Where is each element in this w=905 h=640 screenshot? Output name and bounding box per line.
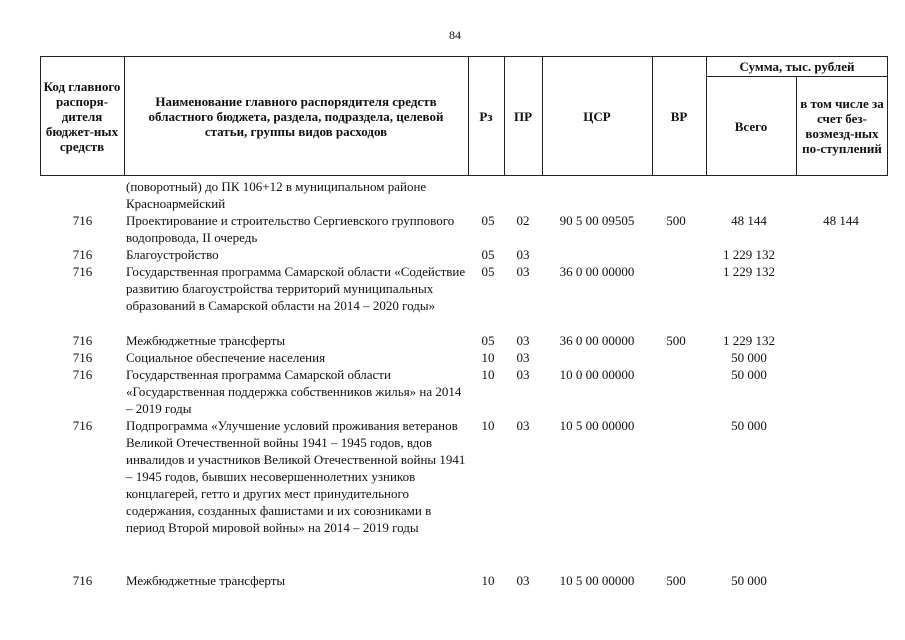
cell-kod: 716 bbox=[72, 264, 93, 279]
cell-pr: 03 bbox=[516, 573, 530, 588]
cell-csr: 10 5 00 00000 bbox=[559, 418, 635, 433]
table-header bbox=[40, 56, 888, 176]
cell-name: Межбюджетные трансферты bbox=[126, 573, 286, 588]
cell-kod: 716 bbox=[72, 213, 93, 228]
cell-kod: 716 bbox=[72, 418, 93, 433]
cell-csr: 10 0 00 00000 bbox=[559, 367, 635, 382]
table-row bbox=[40, 263, 888, 331]
table-row bbox=[40, 572, 888, 589]
cell-csr: 36 0 00 00000 bbox=[559, 264, 635, 279]
table-row bbox=[40, 246, 888, 263]
cell-rz: 05 bbox=[481, 247, 495, 262]
cell-name: Проектирование и строительство Сергиевского группового водопровода, II очередь bbox=[126, 213, 455, 245]
cell-pr: 03 bbox=[516, 333, 530, 348]
cell-free: 48 144 bbox=[823, 213, 859, 228]
cell-total: 50 000 bbox=[731, 350, 767, 365]
cell-rz: 05 bbox=[481, 333, 495, 348]
cell-csr: 90 5 00 09505 bbox=[559, 213, 635, 228]
cell-name: Подпрограмма «Улучшение условий проживания ветеранов Великой Отечественной войны 1941 – 1945 годов, вдов инвалидов и участников Великой Отечественной войны 1941 – 1945 годов, бывших несовершеннолетних узников концлагерей, гетто и других мест принудительного содержания, созданных фашистами и их союзниками в период Второй мировой войны» на 2014 – 2019 годы bbox=[126, 418, 466, 535]
cell-name: Государственная программа Самарской области «Содействие развитию благоустройства территорий муниципальных образований в Самарской области на 2014 – 2020 годы» bbox=[126, 264, 466, 313]
cell-pr: 03 bbox=[516, 367, 530, 382]
cell-kod: 716 bbox=[72, 573, 93, 588]
cell-rz: 05 bbox=[481, 213, 495, 228]
cell-name: Благоустройство bbox=[126, 247, 219, 262]
header-vr: ВР bbox=[670, 108, 688, 124]
cell-total: 48 144 bbox=[731, 213, 767, 228]
cell-total: 1 229 132 bbox=[723, 333, 775, 348]
header-rz: Рз bbox=[479, 108, 493, 124]
table-row bbox=[40, 332, 888, 349]
cell-total: 1 229 132 bbox=[723, 264, 775, 279]
cell-kod: 716 bbox=[72, 333, 93, 348]
cell-vr: 500 bbox=[666, 333, 686, 348]
table-row bbox=[40, 417, 888, 570]
cell-pr: 03 bbox=[516, 350, 530, 365]
header-pr: ПР bbox=[513, 108, 533, 124]
header-free: в том числе за счет без-возмезд-ных по-ступлений bbox=[800, 96, 884, 156]
cell-vr: 500 bbox=[666, 213, 686, 228]
cell-rz: 10 bbox=[481, 418, 495, 433]
cell-pr: 03 bbox=[516, 418, 530, 433]
table-row bbox=[40, 366, 888, 417]
header-kod: Код главного распоря-дителя бюджет-ных средств bbox=[43, 78, 121, 154]
table-row bbox=[40, 178, 888, 212]
header-sum: Сумма, тыс. рублей bbox=[739, 58, 855, 74]
cell-vr: 500 bbox=[666, 573, 686, 588]
table-row bbox=[40, 349, 888, 366]
cell-csr: 10 5 00 00000 bbox=[559, 573, 635, 588]
cell-name: Межбюджетные трансферты bbox=[126, 333, 286, 348]
cell-total: 50 000 bbox=[731, 573, 767, 588]
cell-name: (поворотный) до ПК 106+12 в муниципальном районе Красноармейский bbox=[126, 179, 427, 211]
cell-name: Государственная программа Самарской области «Государственная поддержка собственников жилья» на 2014 – 2019 годы bbox=[126, 367, 462, 416]
page-number: 84 bbox=[449, 28, 461, 42]
header-csr: ЦСР bbox=[583, 108, 611, 124]
cell-csr: 36 0 00 00000 bbox=[559, 333, 635, 348]
cell-pr: 03 bbox=[516, 264, 530, 279]
cell-pr: 02 bbox=[516, 213, 530, 228]
header-name: Наименование главного распорядителя средств областного бюджета, раздела, подраздела, целевой статьи, группы видов расходов bbox=[148, 93, 444, 139]
cell-rz: 10 bbox=[481, 367, 495, 382]
cell-kod: 716 bbox=[72, 350, 93, 365]
cell-name: Социальное обеспечение населения bbox=[126, 350, 326, 365]
cell-kod: 716 bbox=[72, 247, 93, 262]
cell-rz: 10 bbox=[481, 573, 495, 588]
cell-total: 50 000 bbox=[731, 418, 767, 433]
cell-total: 50 000 bbox=[731, 367, 767, 382]
cell-kod: 716 bbox=[72, 367, 93, 382]
cell-total: 1 229 132 bbox=[723, 247, 775, 262]
cell-rz: 10 bbox=[481, 350, 495, 365]
header-total: Всего bbox=[734, 118, 768, 134]
table-row bbox=[40, 212, 888, 246]
cell-rz: 05 bbox=[481, 264, 495, 279]
cell-pr: 03 bbox=[516, 247, 530, 262]
